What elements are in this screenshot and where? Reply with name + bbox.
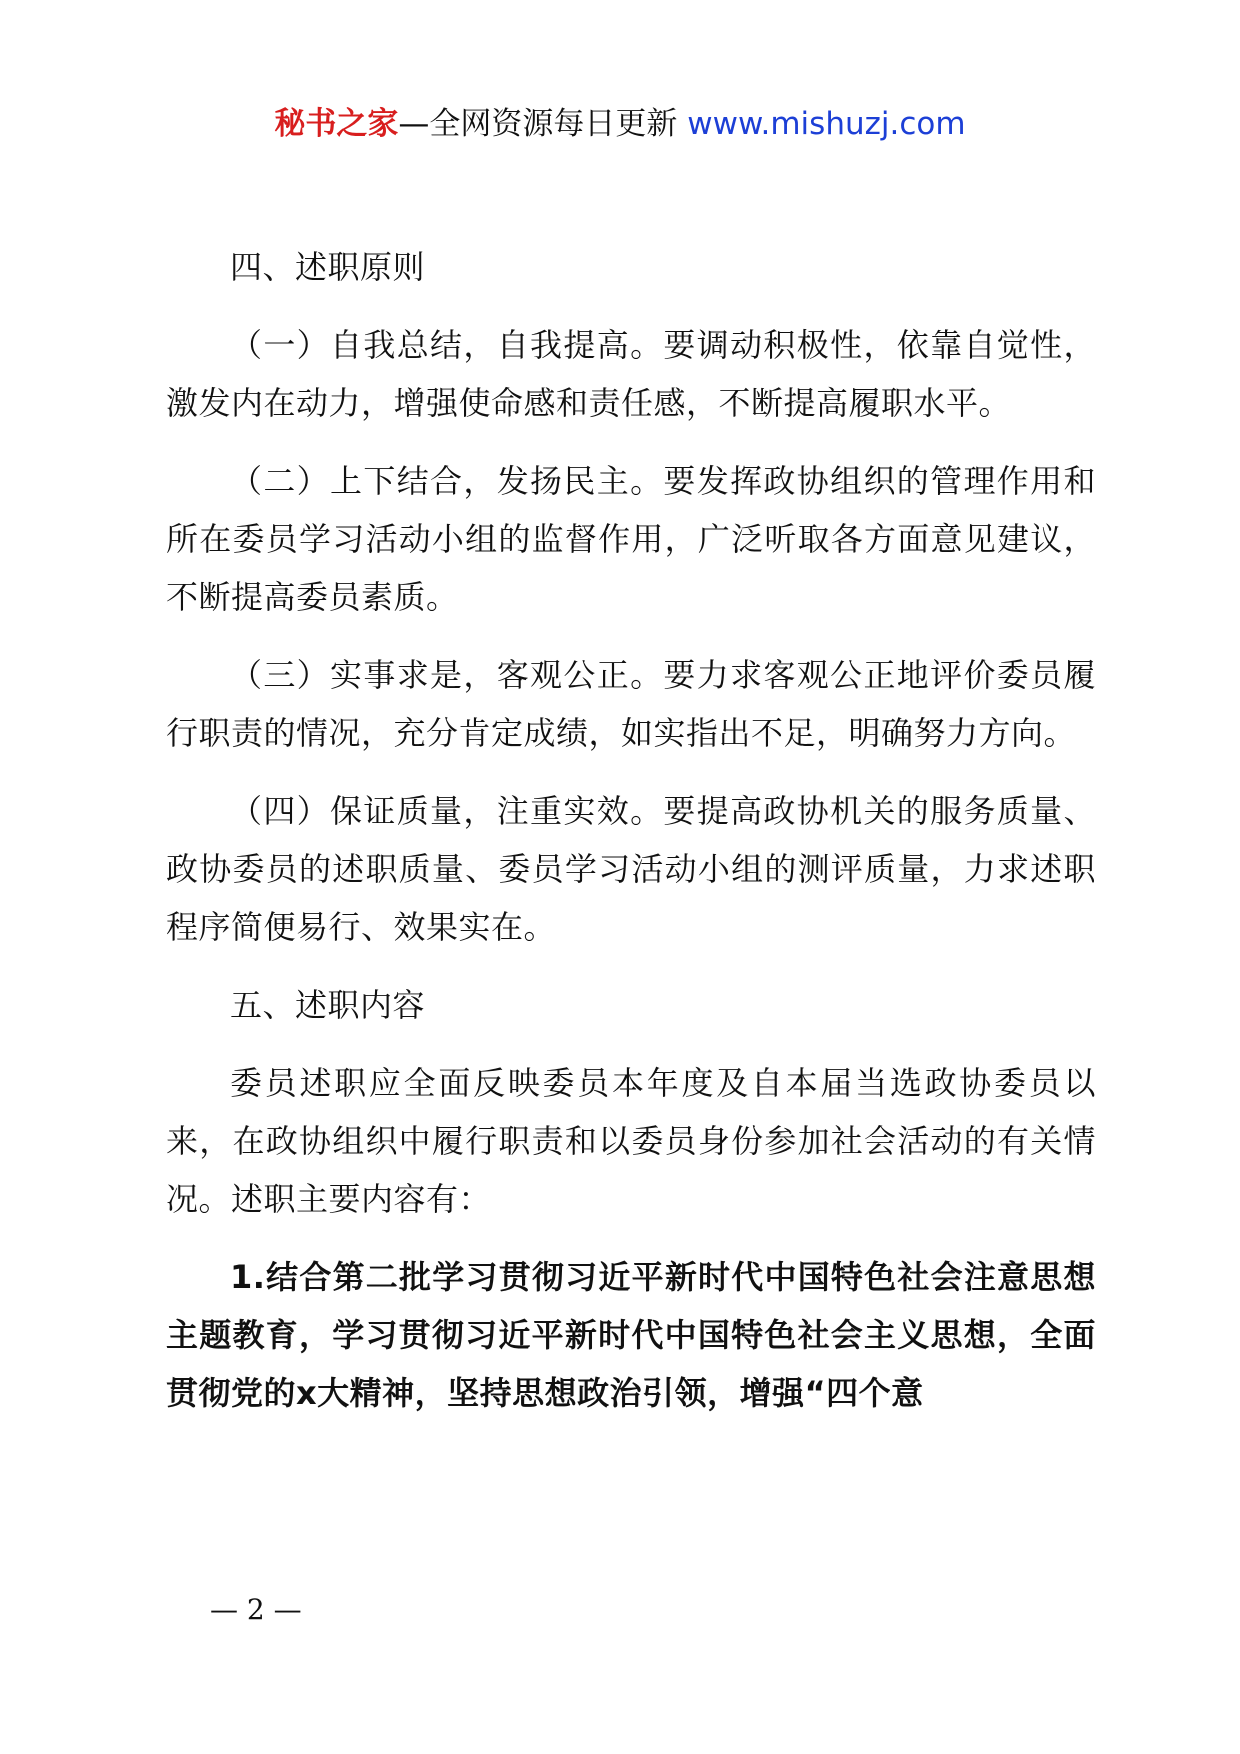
content-item-1: 1.结合第二批学习贯彻习近平新时代中国特色社会注意思想主题教育，学习贯彻习近平新时代中国特色社会主义思想，全面贯彻党的x大精神，坚持思想政治引领，增强“四个意: [166, 1258, 1096, 1412]
page-header: [0, 104, 1240, 144]
section-heading-content: 五、述职内容: [230, 986, 426, 1024]
brand-name: 秘书之家: [274, 106, 399, 142]
header-url-link[interactable]: www.mishuzj.com: [687, 106, 966, 142]
document-body: [166, 238, 1096, 1422]
principle-paragraph-1: （一）自我总结，自我提高。要调动积极性，依靠自觉性，激发内在动力，增强使命感和责任感，不断提高履职水平。: [166, 326, 1096, 422]
principle-paragraph-4: （四）保证质量，注重实效。要提高政协机关的服务质量、政协委员的述职质量、委员学习活动小组的测评质量，力求述职程序简便易行、效果实在。: [166, 792, 1096, 946]
header-slogan: —全网资源每日更新: [398, 106, 688, 142]
principle-paragraph-3: （三）实事求是，客观公正。要力求客观公正地评价委员履行职责的情况，充分肯定成绩，如实指出不足，明确努力方向。: [166, 656, 1096, 752]
content-intro-paragraph: 委员述职应全面反映委员本年度及自本届当选政协委员以来，在政协组织中履行职责和以委员身份参加社会活动的有关情况。述职主要内容有：: [166, 1064, 1096, 1218]
section-heading-principles: 四、述职原则: [230, 248, 426, 286]
principle-paragraph-2: （二）上下结合，发扬民主。要发挥政协组织的管理作用和所在委员学习活动小组的监督作用，广泛听取各方面意见建议，不断提高委员素质。: [166, 462, 1096, 616]
page-number: — 2 —: [210, 1593, 302, 1626]
